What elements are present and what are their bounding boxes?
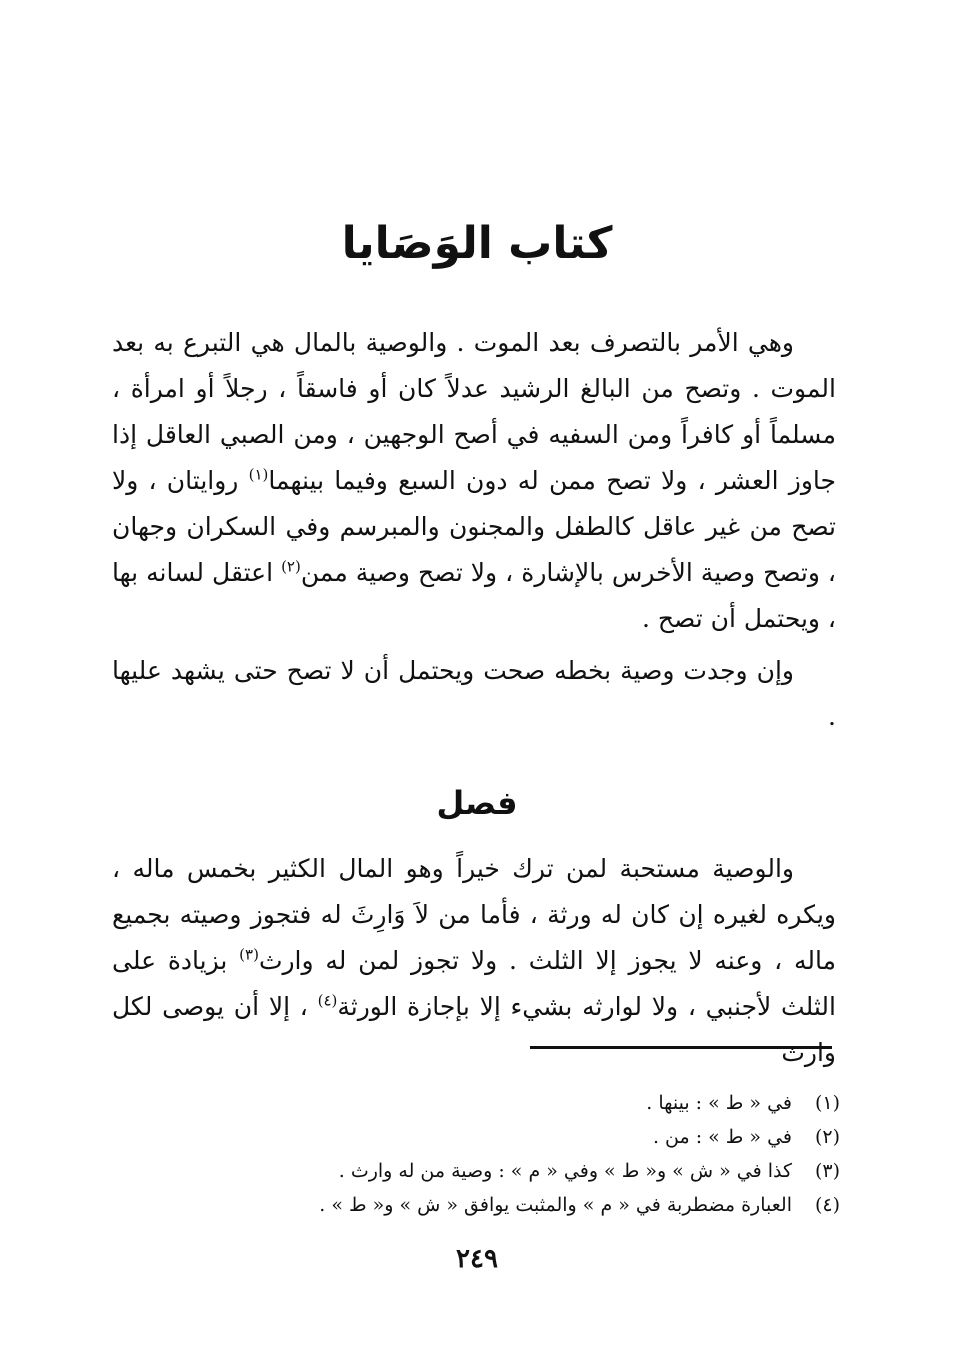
footnote-marker-1: (١): [248, 465, 269, 484]
footnote-item: [200, 1188, 840, 1222]
section-heading: فصل: [436, 784, 518, 822]
section-text-c: ، إلا أن يوصى لكل وارث: [112, 992, 836, 1067]
footnote-number: (٤): [814, 1194, 840, 1216]
page-number: ٢٤٩: [456, 1244, 498, 1274]
footnote-marker-4: (٤): [317, 991, 338, 1010]
section-text-b: بزيادة على الثلث لأجنبي ، ولا لوارثه بشيء إلا بإجازة الورثة: [112, 946, 836, 1021]
footnote-text: في « ط » : من .: [652, 1126, 792, 1148]
section-body: [112, 846, 836, 1076]
footnote-number: (٣): [814, 1160, 840, 1182]
chapter-title: كتاب الوَصَايا: [341, 218, 613, 269]
chapter-body: [112, 320, 836, 746]
footnote-item: [200, 1154, 840, 1188]
footnote-text: العبارة مضطربة في « م » والمثبت يوافق « ش » و« ط » .: [319, 1194, 792, 1216]
paragraph-1: [112, 320, 836, 642]
footnote-marker-3: (٣): [239, 945, 259, 964]
footnote-number: (١): [814, 1092, 840, 1114]
footnote-item: [200, 1120, 840, 1154]
section-paragraph: [112, 846, 836, 1076]
footnote-text: كذا في « ش » و« ط » وفي « م » : وصية من له وارث .: [338, 1160, 792, 1182]
footnote-marker-2: (٢): [281, 557, 301, 576]
footnote-item: [200, 1086, 840, 1120]
footnote-text: في « ط » : بينها .: [646, 1092, 792, 1114]
paragraph-1-text-c: اعتقل لسانه بها ، ويحتمل أن تصح .: [112, 558, 836, 633]
paragraph-1-text-b: روايتان ، ولا تصح من غير عاقل كالطفل والمجنون والمبرسم وفي السكران وجهان ، وتصح وصية الأخرس بالإشارة ، ولا تصح وصية ممن: [112, 466, 836, 587]
footnotes-list: [200, 1086, 840, 1222]
footnote-divider: [530, 1046, 832, 1049]
paragraph-2: وإن وجدت وصية بخطه صحت ويحتمل أن لا تصح حتى يشهد عليها .: [112, 656, 836, 731]
section-text-a: والوصية مستحبة لمن ترك خيراً وهو المال الكثير بخمس ماله ، ويكره لغيره إن كان له ورثة ، فأما من لاَ وَارِثَ له فتجوز وصيته بجميع ماله ، وعنه لا يجوز إلا الثلث . ولا تجوز لمن له وارث: [112, 854, 836, 975]
footnote-number: (٢): [814, 1126, 840, 1148]
paragraph-1-text-a: وهي الأمر بالتصرف بعد الموت . والوصية بالمال هي التبرع به بعد الموت . وتصح من البالغ الرشيد عدلاً كان أو فاسقاً ، رجلاً أو امرأة ، مسلماً أو كافراً ومن السفيه في أصح الوجهين ، ومن الصبي العاقل إذا جاوز العشر ، ولا تصح ممن له دون السبع وفيما بينهما: [112, 328, 836, 495]
